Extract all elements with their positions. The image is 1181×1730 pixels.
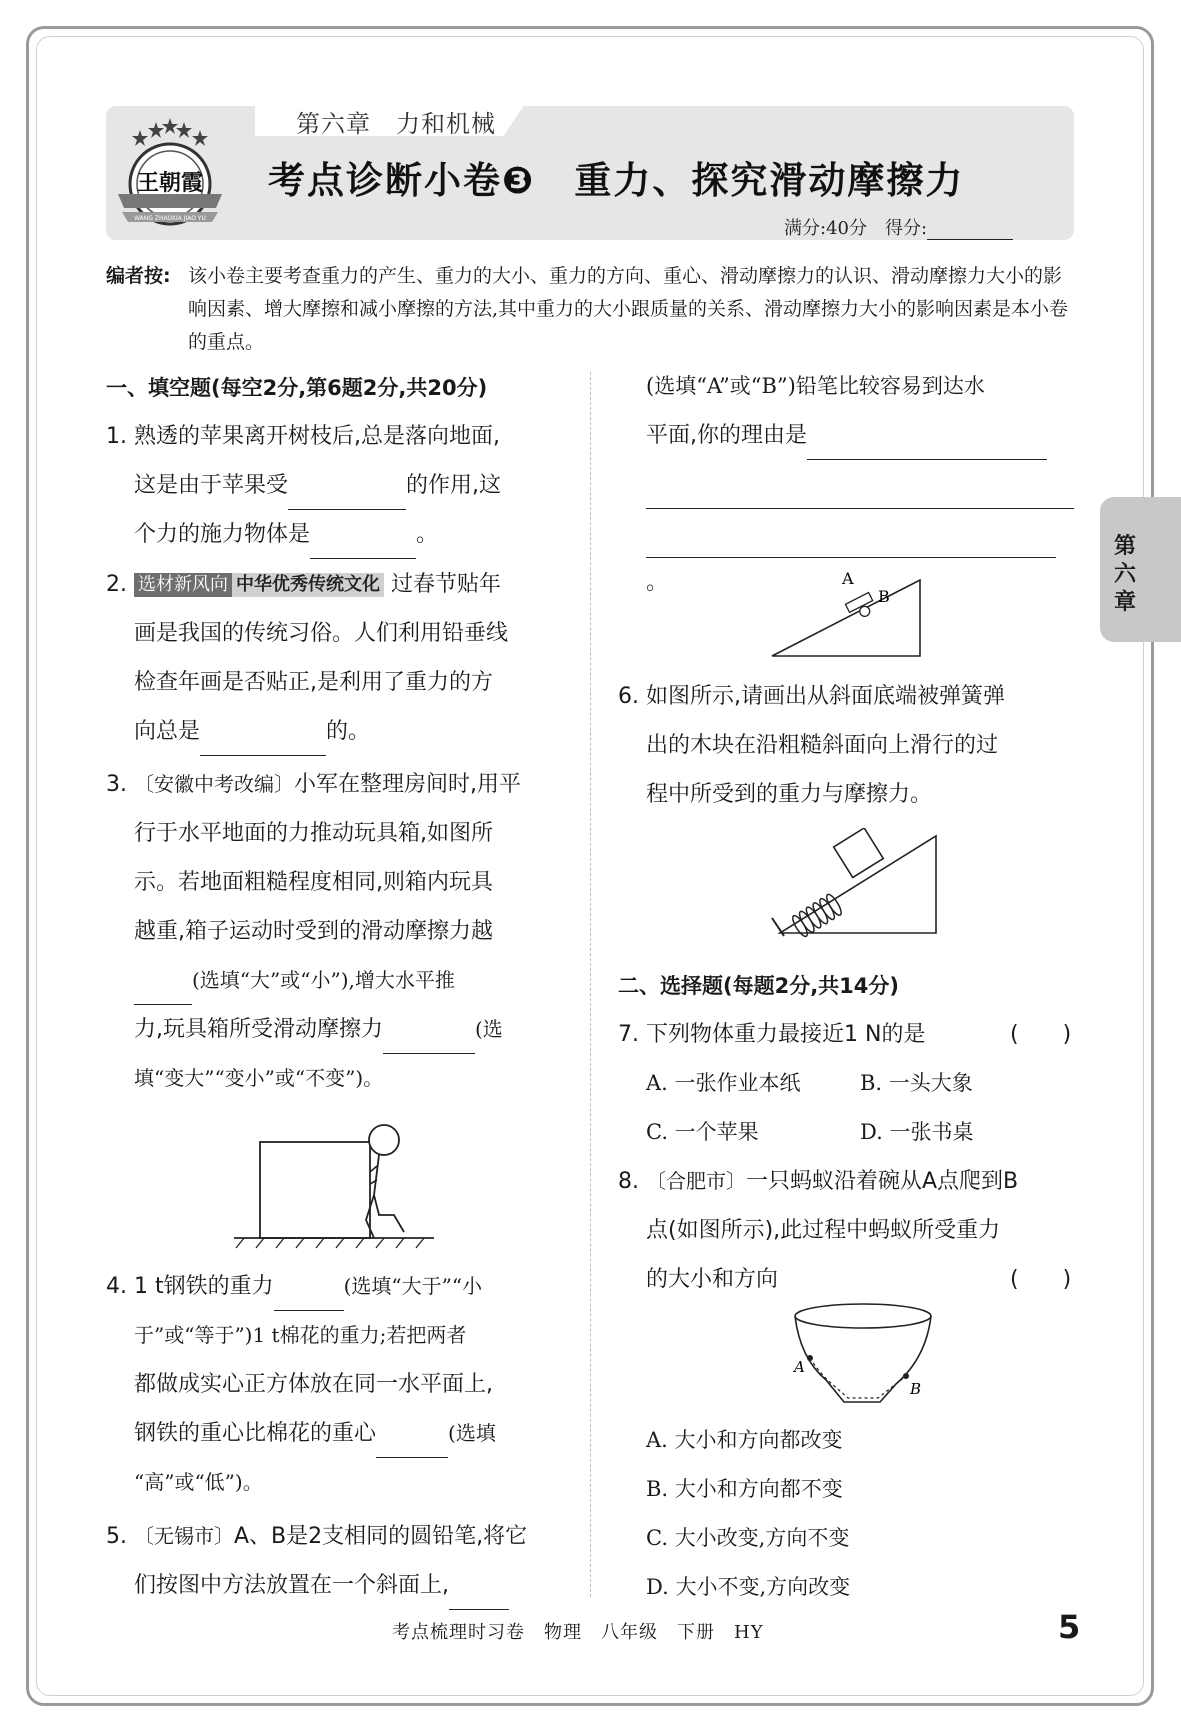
q5-right-line1: (选填“A”或“B”)铅笔比较容易到达水 (646, 374, 985, 398)
q1-line3b: 。 (416, 522, 439, 547)
figure-push-box (234, 1110, 454, 1260)
q8-option-b[interactable]: B. 大小和方向都不变 (646, 1477, 843, 1501)
question-2 (106, 560, 566, 756)
q1-line3a: 个力的施力物体是 (134, 522, 311, 547)
q6-line3: 程中所受到的重力与摩擦力。 (646, 782, 933, 807)
q4-blank2[interactable] (376, 1433, 448, 1458)
q4-blank1[interactable] (274, 1286, 344, 1311)
q2-line1: 过春节贴年 (391, 572, 502, 597)
q5-blank3[interactable] (646, 484, 1074, 509)
question-number: 7. (618, 1022, 639, 1047)
q3-line5: (选填“大”或“小”),增大水平推 (192, 968, 455, 992)
q6-line2: 出的木块在沿粗糙斜面向上滑行的过 (646, 733, 999, 758)
q5-blank4[interactable] (646, 533, 1056, 558)
q5-right-line2: 平面,你的理由是 (646, 423, 807, 448)
editor-note (106, 260, 1076, 353)
editor-note-label: 编者按: (106, 265, 171, 287)
footer-text: 考点梳理时习卷 物理 八年级 下册 HY (392, 1622, 764, 1643)
section-choice-title: 二、选择题(每题2分,共14分) (618, 974, 900, 998)
q5-line2: 们按图中方法放置在一个斜面上, (134, 1573, 449, 1598)
q2-line2: 画是我国的传统习俗。人们利用铅垂线 (134, 621, 509, 646)
q8-options (646, 1416, 1066, 1612)
q8-option-d[interactable]: D. 大小不变,方向改变 (646, 1575, 851, 1599)
question-8 (618, 1157, 1078, 1304)
q4-line5: “高”或“低”)。 (134, 1470, 263, 1494)
q5-blank2[interactable] (807, 435, 1047, 460)
question-7 (618, 1010, 1078, 1157)
q4-line1b: (选填“大于”“小 (343, 1274, 483, 1298)
bowl-label-b: B (910, 1380, 922, 1398)
q5-line1: A、B是2支相同的圆铅笔,将它 (234, 1524, 528, 1549)
q3-line3: 示。若地面粗糙程度相同,则箱内玩具 (134, 870, 493, 895)
q1-line2b: 的作用,这 (406, 473, 502, 498)
q3-line4: 越重,箱子运动时受到的滑动摩擦力越 (134, 919, 493, 944)
q7-stem: 下列物体重力最接近1 N的是 (646, 1022, 926, 1047)
q3-source: 〔安徽中考改编〕 (134, 772, 294, 796)
q8-line2: 点(如图所示),此过程中蚂蚁所受重力 (646, 1218, 1001, 1243)
q3-line7: 填“变大”“变小”或“不变”)。 (134, 1066, 384, 1090)
question-6 (618, 672, 1078, 819)
q5-blank1[interactable] (449, 1585, 509, 1610)
question-number: 3. (106, 772, 127, 797)
paper-title: 考点诊断小卷❸ 重力、探究滑动摩擦力 (268, 159, 965, 202)
chapter-title: 第六章 力和机械 (296, 110, 496, 138)
q2-blank1[interactable] (200, 731, 326, 756)
question-number: 5. (106, 1524, 127, 1549)
bowl-label-a: A (794, 1358, 805, 1376)
q5-source: 〔无锡市〕 (134, 1524, 234, 1548)
tag-culture: 中华优秀传统文化 (232, 573, 384, 597)
q4-line2: 于”或“等于”)1 t棉花的重力;若把两者 (134, 1323, 467, 1347)
q3-line6a: 力,玩具箱所受滑动摩擦力 (134, 1017, 383, 1042)
q4-line3: 都做成实心正方体放在同一水平面上, (134, 1372, 493, 1397)
q1-line2a: 这是由于苹果受 (134, 473, 289, 498)
q3-line6b: (选 (475, 1017, 503, 1041)
editor-note-text: 该小卷主要考查重力的产生、重力的大小、重力的方向、重心、滑动摩擦力的认识、滑动摩擦力大小的影响因素、增大摩擦和减小摩擦的方法,其中重力的大小跟质量的关系、滑动摩擦力大小的影响因素是本小卷的重点。 (188, 265, 1069, 353)
question-3 (106, 760, 566, 1103)
question-number: 8. (618, 1169, 639, 1194)
figure-spring-slope (750, 828, 940, 938)
q2-line3: 检查年画是否贴正,是利用了重力的方 (134, 670, 493, 695)
q4-line4b: (选填 (448, 1421, 496, 1445)
question-1 (106, 412, 566, 559)
q6-line1: 如图所示,请画出从斜面底端被弹簧弹 (646, 684, 1005, 709)
q7-option-d[interactable]: D. 一张书桌 (860, 1120, 974, 1144)
q8-line3: 的大小和方向 (646, 1267, 779, 1292)
q1-line1: 熟透的苹果离开树枝后,总是落向地面, (134, 424, 500, 449)
figure-bowl (792, 1302, 934, 1406)
q1-blank1[interactable] (288, 485, 406, 510)
score-label: 满分:40分 得分: (784, 218, 928, 239)
q4-line1a: 1 t钢铁的重力 (134, 1274, 274, 1299)
q8-line1: 一只蚂蚁沿着碗从A点爬到B (746, 1169, 1019, 1194)
side-chapter-text: 第六章 (1113, 534, 1136, 615)
page-number: 5 (1058, 1608, 1081, 1646)
question-number: 6. (618, 684, 639, 709)
q2-line4b: 的。 (326, 719, 371, 744)
q8-option-c[interactable]: C. 大小改变,方向不变 (646, 1526, 850, 1550)
question-5 (106, 1512, 566, 1610)
q3-blank2[interactable] (383, 1029, 475, 1054)
q3-line1: 小军在整理房间时,用平 (294, 772, 521, 797)
q7-option-b[interactable]: B. 一头大象 (860, 1071, 973, 1095)
q2-line4a: 向总是 (134, 719, 201, 744)
question-number: 2. (106, 572, 127, 597)
tag-new-trend: 选材新风向 (134, 573, 232, 597)
question-number: 4. (106, 1274, 127, 1299)
q3-line2: 行于水平地面的力推动玩具箱,如图所 (134, 821, 493, 846)
question-number: 1. (106, 424, 127, 449)
q4-line4a: 钢铁的重心比棉花的重心 (134, 1421, 377, 1446)
q8-answer-paren[interactable]: ( ) (1010, 1267, 1072, 1292)
q8-source: 〔合肥市〕 (646, 1169, 746, 1193)
q1-blank2[interactable] (310, 534, 416, 559)
figure-pencils-slope (770, 570, 930, 660)
column-divider (590, 372, 591, 1597)
question-4 (106, 1262, 566, 1507)
score-field (784, 214, 1013, 240)
q7-option-c[interactable]: C. 一个苹果 (646, 1120, 759, 1144)
score-blank[interactable] (927, 221, 1013, 240)
figure-label-b: B (878, 587, 890, 606)
brand-logo (112, 116, 228, 232)
q7-answer-paren[interactable]: ( ) (1010, 1022, 1072, 1047)
logo-text: 王朝霞 (136, 170, 204, 196)
q3-blank1[interactable] (134, 980, 192, 1005)
q7-option-a[interactable]: A. 一张作业本纸 (646, 1071, 801, 1095)
q8-option-a[interactable]: A. 大小和方向都改变 (646, 1428, 843, 1452)
logo-subtext: WANG ZHAOXIA JIAO YU (134, 215, 206, 222)
q5-right-end: 。 (646, 570, 669, 595)
section-fill-title: 一、填空题(每空2分,第6题2分,共20分) (106, 376, 488, 400)
figure-label-a: A (842, 570, 854, 588)
